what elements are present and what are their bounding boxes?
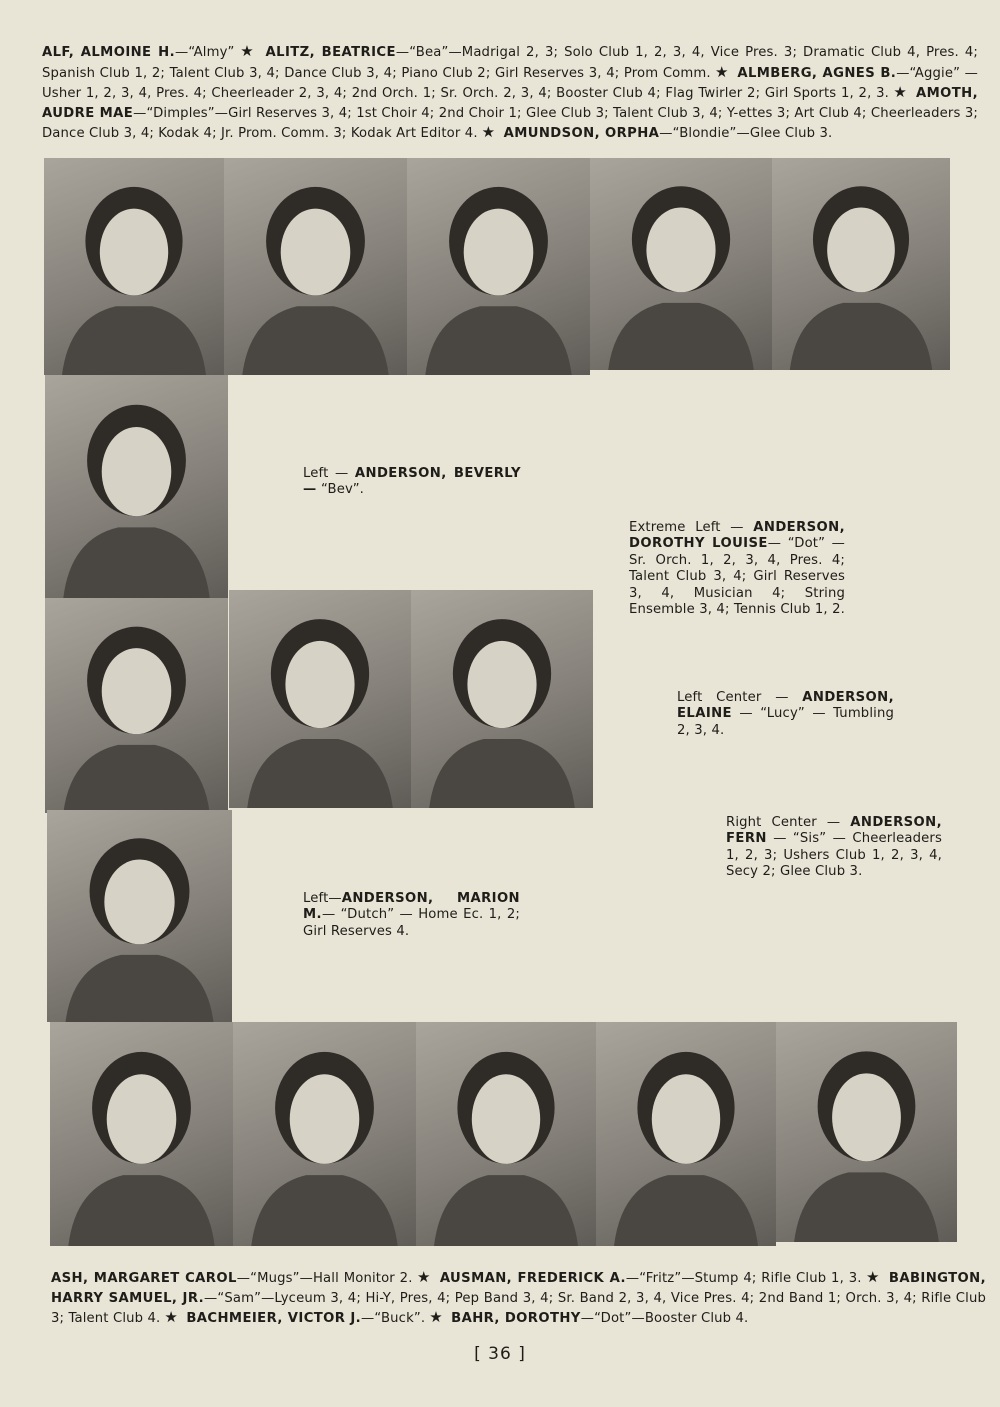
portrait-photo <box>772 158 950 370</box>
star-icon: ★ <box>893 83 908 102</box>
shoulders-shape <box>425 306 571 375</box>
face-shape <box>104 859 174 944</box>
shoulders-shape <box>429 739 575 808</box>
portrait-silhouette <box>416 1022 596 1246</box>
face-shape <box>827 207 895 292</box>
caption-position: Extreme Left — <box>629 520 754 535</box>
portrait-silhouette <box>229 590 411 808</box>
portrait-silhouette <box>224 158 407 375</box>
entry-name: AMUNDSON, ORPHA <box>503 126 660 142</box>
entry-name: BABINGTON, HARRY SAMUEL, JR. <box>51 1271 986 1306</box>
face-shape <box>107 1074 177 1164</box>
portrait-silhouette <box>407 158 590 375</box>
entry-details: —“Fritz”—Stump 4; Rifle Club 1, 3. <box>625 1271 862 1286</box>
shoulders-shape <box>790 303 932 370</box>
portrait-photo <box>416 1022 596 1246</box>
caption-details: “Bev”. <box>320 482 365 498</box>
shoulders-shape <box>66 955 214 1022</box>
face-shape <box>285 641 354 728</box>
shoulders-shape <box>251 1175 397 1246</box>
caption-dorothy <box>629 520 845 618</box>
portrait-silhouette <box>45 375 228 598</box>
caption-beverly <box>303 466 521 499</box>
top-entries-paragraph <box>42 42 978 144</box>
entry-name: AUSMAN, FREDERICK A. <box>439 1271 626 1286</box>
caption-details: — “Dot” — Sr. Orch. 1, 2, 3, 4, Pres. 4; Talent Club 3, 4; Girl Reserves 3, 4, Musician 4; String Ensemble 3, 4; Tennis Club 1, 2. <box>629 536 846 618</box>
caption-position: Left — <box>303 466 355 481</box>
shoulders-shape <box>247 739 393 808</box>
portrait-photo <box>44 158 224 375</box>
caption-details: — “Dutch” — Home Ec. 1, 2; Girl Reserves 4. <box>303 907 520 939</box>
shoulders-shape <box>434 1175 578 1246</box>
portrait-silhouette <box>596 1022 776 1246</box>
portrait-silhouette <box>411 590 593 808</box>
shoulders-shape <box>794 1172 939 1242</box>
face-shape <box>464 209 534 296</box>
caption-name: ANDERSON, MARION M. <box>303 891 520 923</box>
portrait-photo <box>45 598 228 813</box>
entry-name: ALF, ALMOINE H. <box>42 45 175 60</box>
star-icon: ★ <box>416 1268 432 1286</box>
entry-name: ALITZ, BEATRICE <box>265 45 396 60</box>
entry-details: —“Aggie” —Usher 1, 2, 3, 4, Pres. 4; Cheerleader 2, 3, 4; 2nd Orch. 1; Sr. Orch. 2, 3, 4; Booster Club 4; Flag Twirler 2; Girl Sports 1, 2, 3. <box>42 65 978 102</box>
portrait-photo <box>590 158 772 370</box>
star-icon: ★ <box>714 62 729 81</box>
entry-name: BAHR, DOROTHY <box>451 1311 581 1327</box>
star-icon: ★ <box>164 1308 179 1327</box>
caption-elaine <box>677 690 894 739</box>
portrait-photo <box>47 810 232 1022</box>
shoulders-shape <box>63 527 209 598</box>
caption-position: Left— <box>303 891 342 906</box>
portrait-silhouette <box>50 1022 233 1246</box>
bottom-entries-paragraph <box>51 1268 986 1329</box>
face-shape <box>102 427 172 516</box>
shoulders-shape <box>242 306 388 375</box>
caption-name: ANDERSON, FERN <box>726 815 942 847</box>
portrait-photo <box>411 590 593 808</box>
caption-marion <box>303 891 520 940</box>
portrait-photo <box>407 158 590 375</box>
page-number: [ 36 ] <box>474 1344 526 1364</box>
star-icon: ★ <box>238 42 256 60</box>
face-shape <box>652 1074 720 1164</box>
face-shape <box>290 1074 360 1164</box>
star-icon: ★ <box>865 1268 881 1286</box>
entry-details: —“Bea”—Madrigal 2, 3; Solo Club 1, 2, 3, 4, Vice Pres. 3; Dramatic Club 4, Pres. 4; Spanish Club 1, 2; Talent Club 3, 4; Dance Club 3, 4; Piano Club 2; Girl Reserves 3, 4; Prom Comm. <box>42 45 978 81</box>
shoulders-shape <box>608 303 754 370</box>
portrait-photo <box>50 1022 233 1246</box>
caption-details: — “Lucy” — Tumbling 2, 3, 4. <box>677 706 894 738</box>
face-shape <box>646 207 715 292</box>
portrait-photo <box>233 1022 416 1246</box>
portrait-photo <box>229 590 411 808</box>
portrait-silhouette <box>590 158 772 370</box>
portrait-photo <box>776 1022 957 1242</box>
portrait-silhouette <box>45 598 228 813</box>
face-shape <box>472 1074 540 1164</box>
portrait-photo <box>224 158 407 375</box>
caption-name: ANDERSON, BEVERLY — <box>303 466 521 498</box>
face-shape <box>832 1073 901 1161</box>
portrait-silhouette <box>233 1022 416 1246</box>
shoulders-shape <box>614 1175 758 1246</box>
star-icon: ★ <box>481 123 496 142</box>
portrait-photo <box>45 375 228 598</box>
portrait-silhouette <box>47 810 232 1022</box>
entry-details: —“Dimples”—Girl Reserves 3, 4; 1st Choir 4; 2nd Choir 1; Glee Club 3; Talent Club 3, 4; Y-ettes 3; Art Club 4; Cheerleaders 3; Dance Club 3, 4; Kodak 4; Jr. Prom. Comm. 3; Kodak Art Editor 4. <box>42 105 978 142</box>
face-shape <box>102 648 172 734</box>
face-shape <box>281 209 351 296</box>
caption-fern <box>726 815 942 881</box>
face-shape <box>100 209 168 296</box>
entry-details: —“Almy” <box>175 45 235 60</box>
caption-position: Right Center — <box>726 815 851 830</box>
entry-name: ASH, MARGARET CAROL <box>51 1271 237 1286</box>
portrait-photo <box>596 1022 776 1246</box>
caption-name: ANDERSON, ELAINE <box>677 690 894 722</box>
caption-name: ANDERSON, DOROTHY LOUISE <box>629 520 845 552</box>
entry-details: —“Dot”—Booster Club 4. <box>580 1311 749 1327</box>
entry-name: ALMBERG, AGNES B. <box>737 65 897 81</box>
shoulders-shape <box>62 306 206 375</box>
shoulders-shape <box>68 1175 214 1246</box>
entry-details: —“Blondie”—Glee Club 3. <box>659 126 833 142</box>
face-shape <box>467 641 536 728</box>
entry-details: —“Mugs”—Hall Monitor 2. <box>236 1271 413 1286</box>
caption-position: Left Center — <box>677 690 803 705</box>
portrait-silhouette <box>776 1022 957 1242</box>
entry-name: AMOTH, AUDRE MAE <box>42 86 978 121</box>
portrait-silhouette <box>44 158 224 375</box>
caption-details: — “Sis” — Cheerleaders 1, 2, 3; Ushers Club 1, 2, 3, 4, Secy 2; Glee Club 3. <box>726 831 942 880</box>
entry-name: BACHMEIER, VICTOR J. <box>186 1311 362 1327</box>
entry-details: —“Sam”—Lyceum 3, 4; Hi-Y, Pres, 4; Pep Band 3, 4; Sr. Band 2, 3, 4, Vice Pres. 4; 2nd Band 1; Orch. 3, 4; Rifle Club 3; Talent Club 4. <box>51 1290 987 1327</box>
shoulders-shape <box>63 745 209 813</box>
portrait-silhouette <box>772 158 950 370</box>
entry-details: —“Buck”. <box>361 1311 426 1327</box>
star-icon: ★ <box>429 1308 443 1327</box>
